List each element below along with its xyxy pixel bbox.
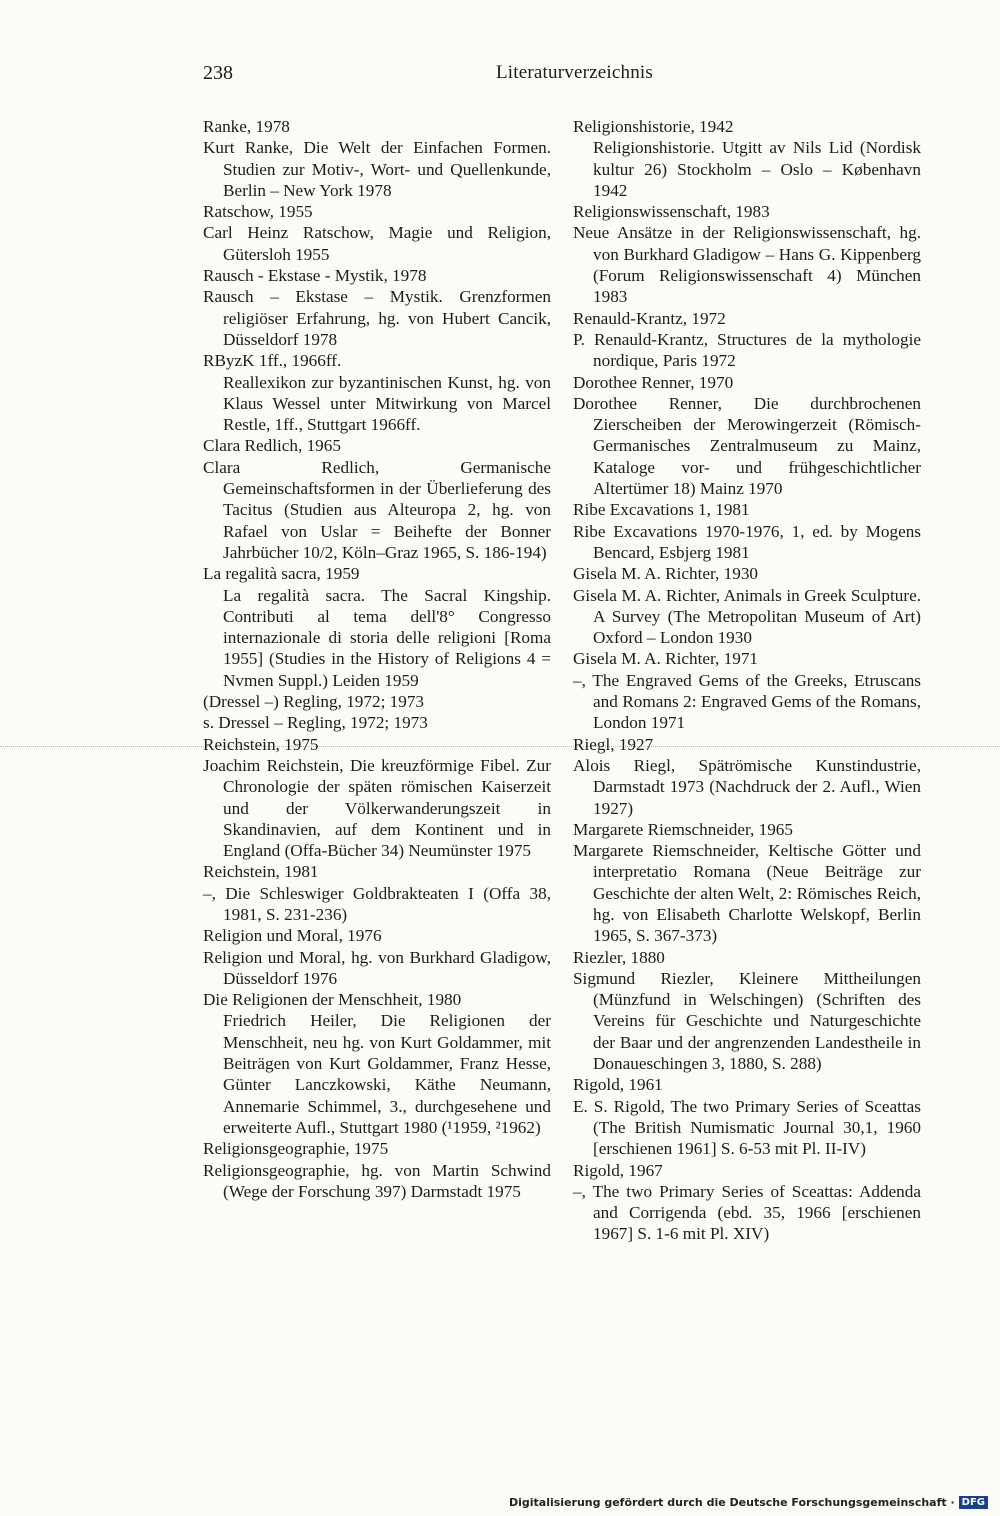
bibliography-entry-heading: Reichstein, 1981: [203, 862, 319, 882]
bibliography-entry-heading: Religionsgeographie, 1975: [203, 1139, 389, 1159]
bibliography-entry-text: Rausch – Ekstase – Mystik. Grenzformen religiöser Erfahrung, hg. von Hubert Cancik, Düsseldorf 1978: [203, 287, 551, 349]
bibliography-entry-heading: Dorothee Renner, 1970: [573, 372, 734, 392]
bibliography-entry-text: Neue Ansätze in der Religionswissenschaft, hg. von Burkhard Gladigow – Hans G. Kippenberg (Forum Religionswissenschaft 4) München 1983: [573, 223, 921, 307]
bibliography-entry-heading: (Dressel –) Regling, 1972; 1973: [203, 692, 425, 712]
bibliography-entry-heading: Gisela M. A. Richter, 1930: [573, 564, 759, 584]
bibliography-entry-heading: Rigold, 1961: [573, 1075, 663, 1095]
bibliography-entry-heading: Rigold, 1967: [573, 1160, 663, 1180]
bibliography-entry-text: Reallexikon zur byzantinischen Kunst, hg. von Klaus Wessel unter Mitwirkung von Marcel Restle, 1ff., Stuttgart 1966ff.: [223, 372, 551, 435]
dfg-logo: DFG: [959, 1496, 988, 1509]
bibliography-right-column: [573, 116, 921, 1245]
bibliography-entry-heading: Riezler, 1880: [573, 947, 665, 967]
bibliography-entry-heading: s. Dressel – Regling, 1972; 1973: [203, 713, 428, 733]
footer-text: Digitalisierung gefördert durch die Deutsche Forschungsgemeinschaft ·: [508, 1496, 955, 1509]
bibliography-entry-text: Joachim Reichstein, Die kreuzförmige Fibel. Zur Chronologie der späten römischen Kaiserzeit und der Völkerwanderungszeit in Skandinavien, auf dem Kontinent und in England (Offa-Bücher 34) Neumünster 1975: [203, 755, 551, 861]
bibliography-entry-text: Friedrich Heiler, Die Religionen der Menschheit, neu hg. von Kurt Goldammer, mit Beiträgen von Kurt Goldammer, Franz Hesse, Günter Lanczkowski, Käthe Neumann, Annemarie Schimmel, 3., durchgesehene und erweiterte Aufl., Stuttgart 1980 (¹1959, ²1962): [223, 1011, 551, 1137]
bibliography-entry-text: La regalità sacra. The Sacral Kingship. Contributi al tema dell'8° Congresso internazionale di storia delle religioni [Roma 1955] (Studies in the History of Religions 4 = Nvmen Suppl.) Leiden 1959: [223, 585, 551, 690]
bibliography-entry-text: –, The two Primary Series of Sceattas: Addenda and Corrigenda (ebd. 35, 1966 [erschienen 1967] S. 1-6 mit Pl. XIV): [573, 1181, 921, 1244]
bibliography-entry-heading: Margarete Riemschneider, 1965: [573, 819, 793, 839]
bibliography-entry-heading: Die Religionen der Menschheit, 1980: [203, 990, 462, 1010]
bibliography-entry-text: Gisela M. A. Richter, Animals in Greek Sculpture. A Survey (The Metropolitan Museum of Art) Oxford – London 1930: [573, 585, 921, 648]
bibliography-entry-heading: Reichstein, 1975: [203, 734, 319, 754]
bibliography-entry-heading: Ribe Excavations 1, 1981: [573, 500, 750, 520]
bibliography-entry-text: Clara Redlich, Germanische Gemeinschaftsformen in der Überlieferung des Tacitus (Studien aus Alteuropa 2, hg. von Rafael von Uslar = Beihefte der Bonner Jahrbücher 10/2, Köln–Graz 1965, S. 186-194): [203, 457, 551, 562]
running-head: Literaturverzeichnis: [496, 62, 653, 83]
bibliography-entry-heading: Religionshistorie, 1942: [573, 117, 734, 136]
bibliography-left-column: [203, 116, 551, 1202]
bibliography-entry-text: P. Renauld-Krantz, Structures de la mythologie nordique, Paris 1972: [573, 329, 921, 371]
bibliography-entry-text: Religionshistorie. Utgitt av Nils Lid (Nordisk kultur 26) Stockholm – Oslo – København 1942: [593, 138, 921, 200]
bibliography-entry-heading: Religionswissenschaft, 1983: [573, 202, 770, 222]
bibliography-entry-heading: Ratschow, 1955: [203, 202, 313, 222]
bibliography-entry-text: Carl Heinz Ratschow, Magie und Religion, Gütersloh 1955: [203, 223, 551, 264]
bibliography-entry-heading: La regalità sacra, 1959: [203, 564, 360, 584]
bibliography-entry-text: Kurt Ranke, Die Welt der Einfachen Formen. Studien zur Motiv-, Wort- und Quellenkunde, Berlin – New York 1978: [203, 138, 551, 200]
bibliography-entry-heading: Rausch - Ekstase - Mystik, 1978: [203, 266, 427, 286]
page-number: 238: [203, 62, 233, 84]
bibliography-entry-heading: Riegl, 1927: [573, 734, 654, 754]
bibliography-entry-text: –, Die Schleswiger Goldbrakteaten I (Offa 38, 1981, S. 231-236): [203, 883, 551, 924]
bibliography-entry-heading: RByzK 1ff., 1966ff.: [203, 351, 342, 371]
footer-credit: [509, 1496, 988, 1509]
bibliography-entry-text: Ribe Excavations 1970-1976, 1, ed. by Mogens Bencard, Esbjerg 1981: [573, 521, 921, 562]
bibliography-entry-text: –, The Engraved Gems of the Greeks, Etruscans and Romans 2: Engraved Gems of the Romans, London 1971: [573, 670, 921, 733]
bibliography-entry-heading: Clara Redlich, 1965: [203, 436, 341, 456]
bibliography-entry-heading: Ranke, 1978: [203, 117, 290, 136]
bibliography-entry-text: Dorothee Renner, Die durchbrochenen Zierscheiben der Merowingerzeit (Römisch-Germanisches Zentralmuseum zu Mainz, Kataloge vor- und frühgeschichtlicher Altertümer 18) Mainz 1970: [573, 393, 921, 499]
bibliography-entry-heading: Renauld-Krantz, 1972: [573, 308, 726, 328]
bibliography-entry-text: Religion und Moral, hg. von Burkhard Gladigow, Düsseldorf 1976: [203, 947, 551, 988]
bibliography-entry-text: Sigmund Riezler, Kleinere Mittheilungen (Münzfund in Welschingen) (Schriften des Vereins für Geschichte und Naturgeschichte der Baar und der angrenzenden Landestheile in Donaueschingen 3, 1880, S. 288): [573, 968, 921, 1074]
bibliography-entry-text: Margarete Riemschneider, Keltische Götter und interpretatio Romana (Neue Beiträge zur Geschichte der alten Welt, 2: Römisches Reich, hg. von Elisabeth Charlotte Welskopf, Berlin 1965, S. 367-373): [573, 841, 921, 946]
bibliography-entry-text: Religionsgeographie, hg. von Martin Schwind (Wege der Forschung 397) Darmstadt 1975: [203, 1160, 551, 1201]
bibliography-entry-text: Alois Riegl, Spätrömische Kunstindustrie, Darmstadt 1973 (Nachdruck der 2. Aufl., Wien 1927): [573, 755, 921, 818]
bibliography-entry-text: E. S. Rigold, The two Primary Series of Sceattas (The British Numismatic Journal 30,1, 1960 [erschienen 1961] S. 6-53 mit Pl. II-IV): [573, 1096, 921, 1159]
bibliography-entry-heading: Religion und Moral, 1976: [203, 926, 382, 946]
bibliography-entry-heading: Gisela M. A. Richter, 1971: [573, 649, 759, 669]
